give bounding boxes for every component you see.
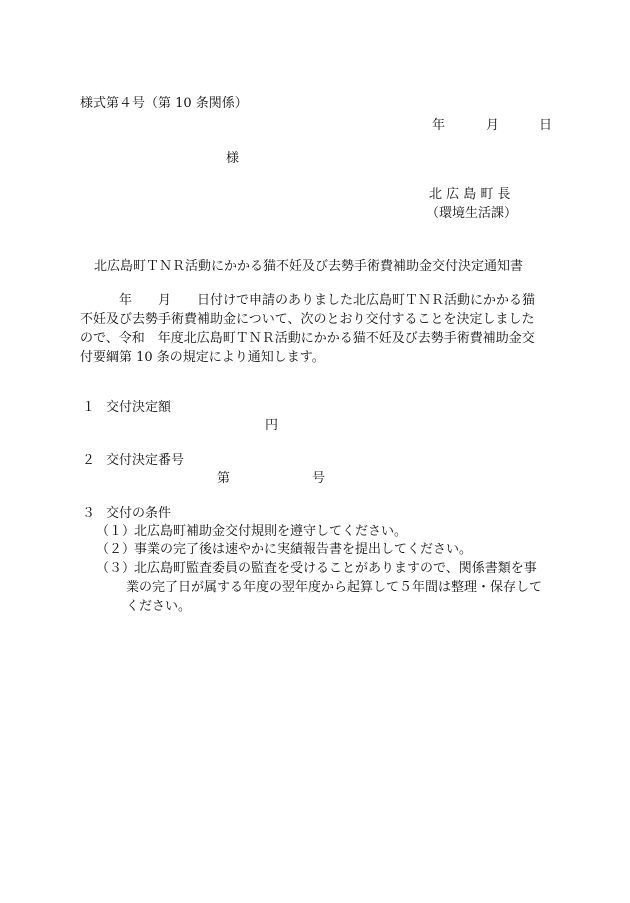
body-line: 不妊及び去勢手術費補助金について、次のとおり交付することを決定しました (80, 312, 535, 327)
section-number: １ (82, 400, 96, 415)
body-line: 年 月 日付けで申請のありました北広島町ＴＮＲ活動にかかる猫 (80, 293, 536, 308)
document-title: 北広島町ＴＮＲ活動にかかる猫不妊及び去勢手術費補助金交付決定通知書 (94, 259, 524, 274)
condition-marker: （３） (96, 561, 136, 576)
body-line: ので、令和 年度北広島町ＴＮＲ活動にかかる猫不妊及び去勢手術費補助金交 (80, 331, 535, 346)
section-label: 交付決定額 (106, 400, 172, 415)
section-label: 交付決定番号 (106, 453, 185, 468)
condition-text: 北広島町補助金交付規則を遵守してください。 (134, 524, 408, 539)
date-month-label: 月 (486, 118, 500, 133)
condition-text: ください。 (126, 599, 192, 614)
condition-text: 事業の完了後は速やかに実績報告書を提出してください。 (134, 542, 473, 557)
date-year-label: 年 (432, 118, 446, 133)
form-number: 様式第４号（第 10 条関係） (80, 96, 248, 111)
section-number: ２ (82, 453, 96, 468)
condition-marker: （２） (96, 542, 136, 557)
addressee-suffix: 様 (226, 151, 240, 166)
condition-marker: （１） (96, 524, 136, 539)
yen-unit: 円 (265, 418, 279, 433)
condition-text: 北広島町監査委員の監査を受けることがありますので、関係書類を事 (134, 561, 537, 576)
issuer-department: （環境生活課） (426, 206, 518, 221)
condition-text: 業の完了日が属する年度の翌年度から起算して５年間は整理・保存して (126, 580, 543, 595)
issuer-name: 北 広 島 町 長 (429, 187, 511, 202)
body-line: 付要綱第 10 条の規定により通知します。 (80, 350, 325, 365)
body-paragraph (80, 291, 550, 367)
section-label: 交付の条件 (106, 506, 172, 521)
number-suffix: 号 (312, 471, 326, 486)
date-day-label: 日 (539, 118, 553, 133)
number-prefix: 第 (217, 471, 231, 486)
section-number: ３ (82, 506, 96, 521)
